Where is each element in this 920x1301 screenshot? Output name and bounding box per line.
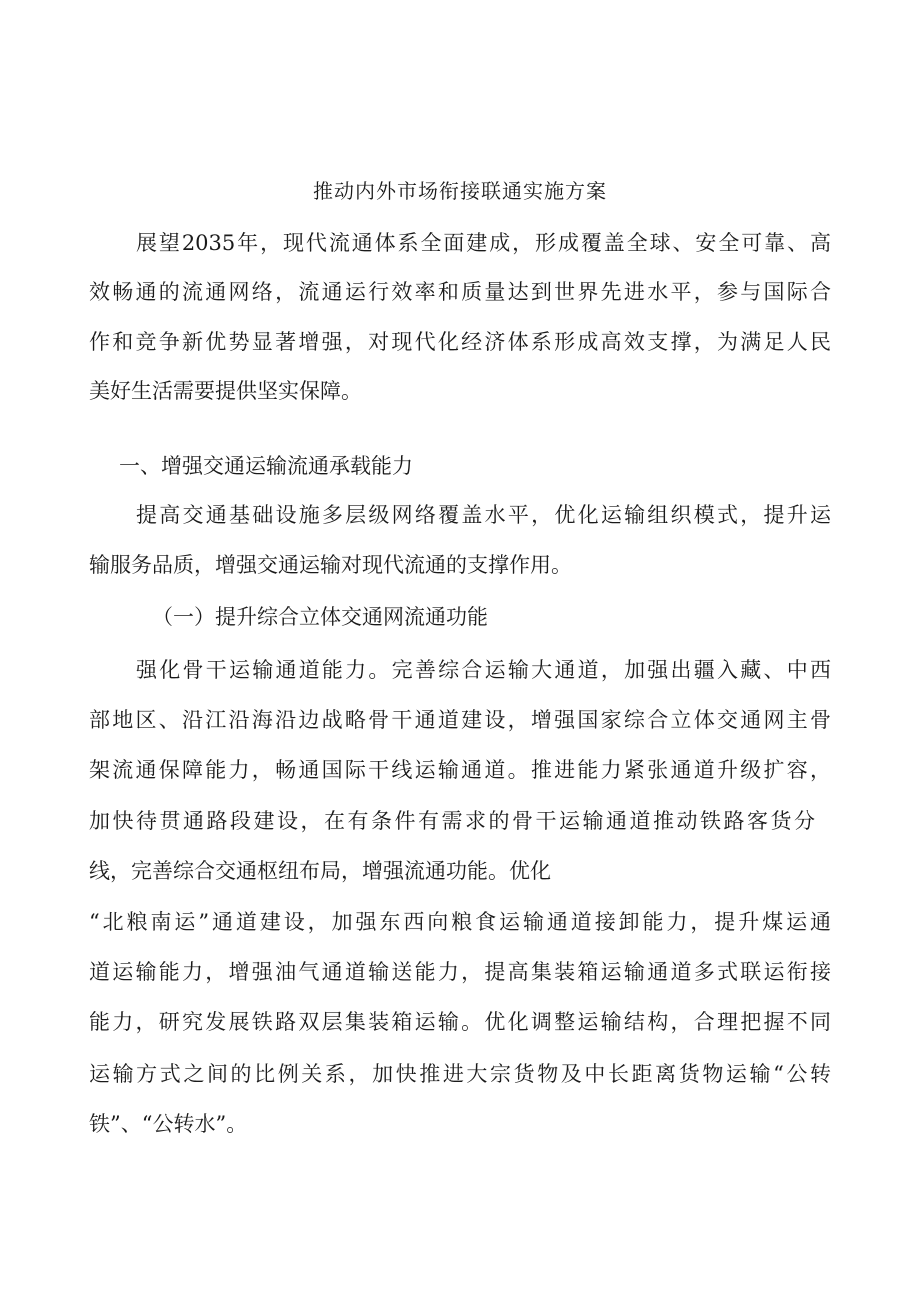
document-title: 推动内外市场衔接联通实施方案 xyxy=(313,179,607,203)
paragraph-1-line-1: 展望2035年，现代流通体系全面建成，形成覆盖全球、安全可靠、高 xyxy=(136,231,831,255)
paragraph-3-line-1: 强化骨干运输通道能力。完善综合运输大通道，加强出疆入藏、中西 xyxy=(136,658,831,682)
paragraph-3-line-10: 铁”、“公转水”。 xyxy=(89,1112,248,1136)
paragraph-2-line-2: 输服务品质，增强交通运输对现代流通的支撑作用。 xyxy=(89,553,572,577)
paragraph-3-line-2: 部地区、沿江沿海沿边战略骨干通道建设，增强国家综合立体交通网主骨 xyxy=(89,708,831,732)
paragraph-3-line-7: 道运输能力，增强油气通道输送能力，提高集装箱运输通道多式联运衔接 xyxy=(89,960,831,984)
subsection-heading-1: （一）提升综合立体交通网流通功能 xyxy=(152,605,488,629)
paragraph-1-line-4: 美好生活需要提供坚实保障。 xyxy=(89,379,362,403)
paragraph-2-line-1: 提高交通基础设施多层级网络覆盖水平，优化运输组织模式，提升运 xyxy=(136,503,831,527)
section-heading-1: 一、增强交通运输流通承载能力 xyxy=(119,454,413,478)
paragraph-3-line-5: 线，完善综合交通枢纽布局，增强流通功能。优化 xyxy=(89,859,551,883)
paragraph-1-line-3: 作和竞争新优势显著增强，对现代化经济体系形成高效支撑，为满足人民 xyxy=(89,330,831,354)
paragraph-3-line-6: “北粮南运”通道建设，加强东西向粮食运输通道接卸能力，提升煤运通 xyxy=(89,910,831,934)
paragraph-3-line-9: 运输方式之间的比例关系，加快推进大宗货物及中长距离货物运输“公转 xyxy=(89,1062,831,1086)
paragraph-1-line-2: 效畅通的流通网络，流通运行效率和质量达到世界先进水平，参与国际合 xyxy=(89,280,831,304)
paragraph-3-line-8: 能力，研究发展铁路双层集装箱运输。优化调整运输结构，合理把握不同 xyxy=(89,1010,831,1034)
paragraph-3-line-4: 加快待贯通路段建设，在有条件有需求的骨干运输通道推动铁路客货分 xyxy=(89,809,815,833)
paragraph-3-line-3: 架流通保障能力，畅通国际干线运输通道。推进能力紧张通道升级扩容， xyxy=(89,758,831,782)
